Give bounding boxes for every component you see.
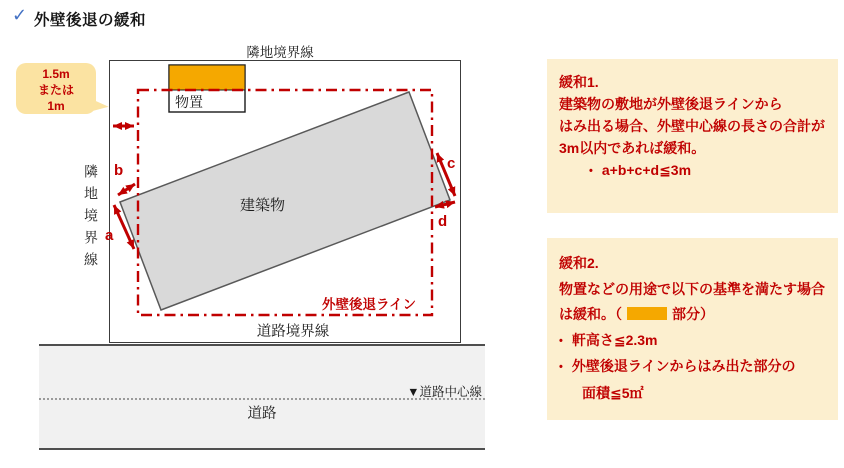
adjacent-boundary-label-left: 隣地境界線: [83, 164, 99, 274]
relaxation-1-panel: [547, 59, 838, 213]
dim-label-b: b: [114, 162, 124, 179]
bullet-icon: •: [589, 165, 593, 177]
relaxation-1-bullet: • a+b+c+d≦3m: [589, 162, 692, 178]
shed-label: 物置: [175, 94, 203, 110]
relaxation-1-line3: 3m以内であれば緩和。: [559, 140, 706, 156]
relaxation-2-panel: [547, 238, 838, 420]
relaxation-1-heading: 緩和1.: [559, 74, 599, 90]
dim-label-d: d: [438, 213, 448, 230]
road-centerline-label: ▼道路中心線: [407, 385, 482, 399]
check-icon: ✓: [12, 5, 28, 25]
relaxation-1-line2: はみ出る場合、外壁中心線の長さの合計が: [559, 118, 825, 134]
relaxation-2-line2: は緩和。（ 部分）: [559, 306, 714, 322]
dim-label-c: c: [447, 155, 456, 172]
relaxation-2-bullet1: • 軒高さ≦2.3m: [559, 331, 658, 348]
page-title: 外壁後退の緩和: [34, 12, 147, 29]
dim-arrow-b: [118, 184, 135, 195]
building-label: 建築物: [240, 197, 286, 214]
callout-line-3: 1m: [47, 99, 65, 113]
relaxation-2-bullet2: • 外壁後退ラインからはみ出た部分の: [559, 358, 796, 374]
relaxation-2-line1: 物置などの用途で以下の基準を満たす場合: [559, 280, 825, 297]
dim-label-a: a: [105, 227, 114, 244]
relaxation-2-heading: 緩和2.: [559, 255, 599, 271]
adjacent-boundary-label-top: 隣地境界線: [246, 45, 314, 60]
relaxation-1-line1: 建築物の敷地が外壁後退ラインから: [559, 96, 783, 112]
road-boundary-label: 道路境界線: [256, 324, 330, 340]
setback-distance-callout: [16, 63, 96, 114]
setback-line-label: 外壁後退ライン: [322, 297, 417, 312]
callout-line-2: または: [37, 83, 74, 97]
road-label: 道路: [247, 406, 277, 422]
bullet-icon: •: [559, 334, 563, 347]
callout-line-1: 1.5m: [42, 67, 70, 81]
orange-swatch: [627, 307, 667, 320]
shed-overhang-orange: [169, 65, 245, 90]
relaxation-2-bullet2-cont: 面積≦5㎡: [582, 384, 644, 401]
bullet-icon: •: [559, 361, 563, 373]
